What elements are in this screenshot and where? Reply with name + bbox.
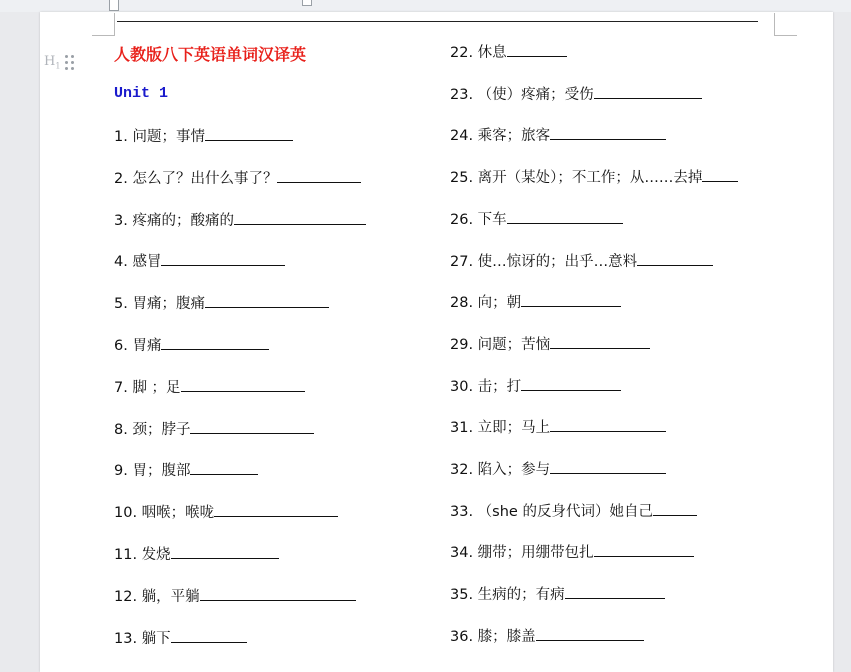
vocab-item-label: 13. 躺下 [114, 630, 171, 647]
answer-blank[interactable] [653, 501, 697, 516]
heading-style-icon[interactable]: $H_1$ [44, 53, 61, 71]
vocab-item[interactable] [114, 586, 356, 606]
answer-blank[interactable] [521, 292, 621, 307]
answer-blank[interactable] [171, 628, 247, 643]
vocab-item[interactable] [450, 125, 666, 145]
vocab-item[interactable] [450, 334, 650, 354]
vocab-item-label: 8. 颈；脖子 [114, 421, 191, 438]
answer-blank[interactable] [594, 542, 694, 557]
vocab-item[interactable] [114, 544, 279, 564]
vocab-item-label: 10. 咽喉；喉咙 [114, 505, 215, 522]
unit-heading: Unit 1 [114, 85, 169, 102]
vocab-item[interactable] [450, 84, 702, 104]
vocab-item[interactable] [450, 501, 697, 521]
answer-blank[interactable] [200, 586, 356, 601]
vocab-item[interactable] [114, 210, 366, 230]
answer-blank[interactable] [536, 626, 644, 641]
vocab-item-label: 6. 胃痛 [114, 338, 162, 354]
answer-blank[interactable] [550, 417, 666, 432]
vocab-item-label: 34. 绷带；用绷带包扎 [450, 545, 594, 562]
vocab-item-label: 2. 怎么了？出什么事了？ [114, 170, 278, 187]
vocab-item-label: 3. 疼痛的；酸痛的 [114, 212, 234, 229]
answer-blank[interactable] [550, 459, 666, 474]
document-title: 人教版八下英语单词汉译英 [114, 45, 307, 64]
vocab-item[interactable] [450, 292, 621, 312]
answer-blank[interactable] [205, 126, 293, 141]
ruler-margin-marker-left[interactable] [109, 0, 119, 11]
vocab-item[interactable] [450, 42, 567, 62]
answer-blank[interactable] [190, 419, 314, 434]
vocab-item[interactable] [450, 417, 666, 437]
vocab-item[interactable] [114, 460, 258, 480]
answer-blank[interactable] [507, 209, 623, 224]
answer-blank[interactable] [702, 167, 738, 182]
vocab-item-label: 31. 立即；马上 [450, 420, 551, 437]
vocab-item[interactable] [114, 502, 338, 522]
vocab-item[interactable] [450, 626, 644, 646]
margin-corner-mark-left [92, 13, 115, 36]
drag-grip-icon[interactable] [65, 55, 74, 70]
vocab-item-label: 4. 感冒 [114, 254, 162, 271]
ruler-margin-marker-center[interactable] [302, 0, 312, 6]
vocab-item[interactable] [114, 377, 305, 397]
vocab-item[interactable] [450, 251, 713, 271]
answer-blank[interactable] [521, 376, 621, 391]
vocab-item-label: 27. 使…惊讶的；出乎…意料 [450, 253, 638, 270]
answer-blank[interactable] [594, 84, 702, 99]
vocab-item[interactable] [450, 376, 621, 396]
vocab-item-label: 5. 胃痛；腹痛 [114, 296, 205, 313]
answer-blank[interactable] [507, 42, 567, 57]
vocab-item-label: 28. 向；朝 [450, 295, 522, 312]
answer-blank[interactable] [161, 251, 285, 266]
vocab-item[interactable] [450, 209, 623, 229]
vocab-item-label: 24. 乘客；旅客 [450, 128, 551, 145]
vocab-item[interactable] [450, 542, 694, 562]
vocab-item-label: 9. 胃；腹部 [114, 463, 191, 480]
answer-blank[interactable] [277, 168, 361, 183]
vocab-item-label: 11. 发烧 [114, 547, 171, 563]
vocab-item-label: 7. 脚 ；足 [114, 379, 181, 396]
answer-blank[interactable] [161, 335, 269, 350]
vocab-item-label: 26. 下车 [450, 211, 507, 228]
vocab-item[interactable] [450, 459, 666, 479]
answer-blank[interactable] [550, 334, 650, 349]
answer-blank[interactable] [550, 125, 666, 140]
vocab-item-label: 22. 休息 [450, 45, 507, 61]
vocab-item-label: 33. （she 的反身代词）她自己 [450, 503, 653, 520]
answer-blank[interactable] [205, 293, 329, 308]
answer-blank[interactable] [565, 584, 665, 599]
vocab-item-label: 36. 膝；膝盖 [450, 628, 536, 645]
vocab-item[interactable] [114, 628, 247, 648]
vocab-item[interactable] [114, 251, 285, 271]
answer-blank[interactable] [234, 210, 366, 225]
vocab-item[interactable] [114, 335, 269, 355]
vocab-item-label: 25. 离开（某处）；不工作；从……去掉 [450, 170, 703, 187]
vocab-item[interactable] [114, 126, 293, 146]
vocab-item[interactable] [114, 419, 314, 439]
paragraph-handle[interactable] [44, 53, 74, 71]
vocab-item-label: 32. 陷入；参与 [450, 462, 551, 478]
answer-blank[interactable] [171, 544, 279, 559]
vocab-item-label: 23. （使）疼痛；受伤 [450, 86, 594, 103]
vocab-item-label: 29. 问题；苦恼 [450, 336, 551, 353]
answer-blank[interactable] [214, 502, 338, 517]
vocab-item[interactable] [114, 168, 361, 188]
top-ruler-bar [0, 0, 851, 12]
answer-blank[interactable] [190, 460, 258, 475]
vocab-item-label: 1. 问题；事情 [114, 129, 205, 145]
vocab-item[interactable] [114, 293, 329, 313]
margin-corner-mark-right [774, 13, 797, 36]
answer-blank[interactable] [637, 251, 713, 266]
vocab-item-label: 30. 击；打 [450, 378, 522, 395]
vocab-item-label: 35. 生病的；有病 [450, 587, 565, 604]
vocab-item[interactable] [450, 584, 665, 604]
vocab-item[interactable] [450, 167, 738, 187]
header-rule [117, 21, 758, 22]
answer-blank[interactable] [181, 377, 305, 392]
vocab-item-label: 12. 躺，平躺 [114, 588, 200, 605]
